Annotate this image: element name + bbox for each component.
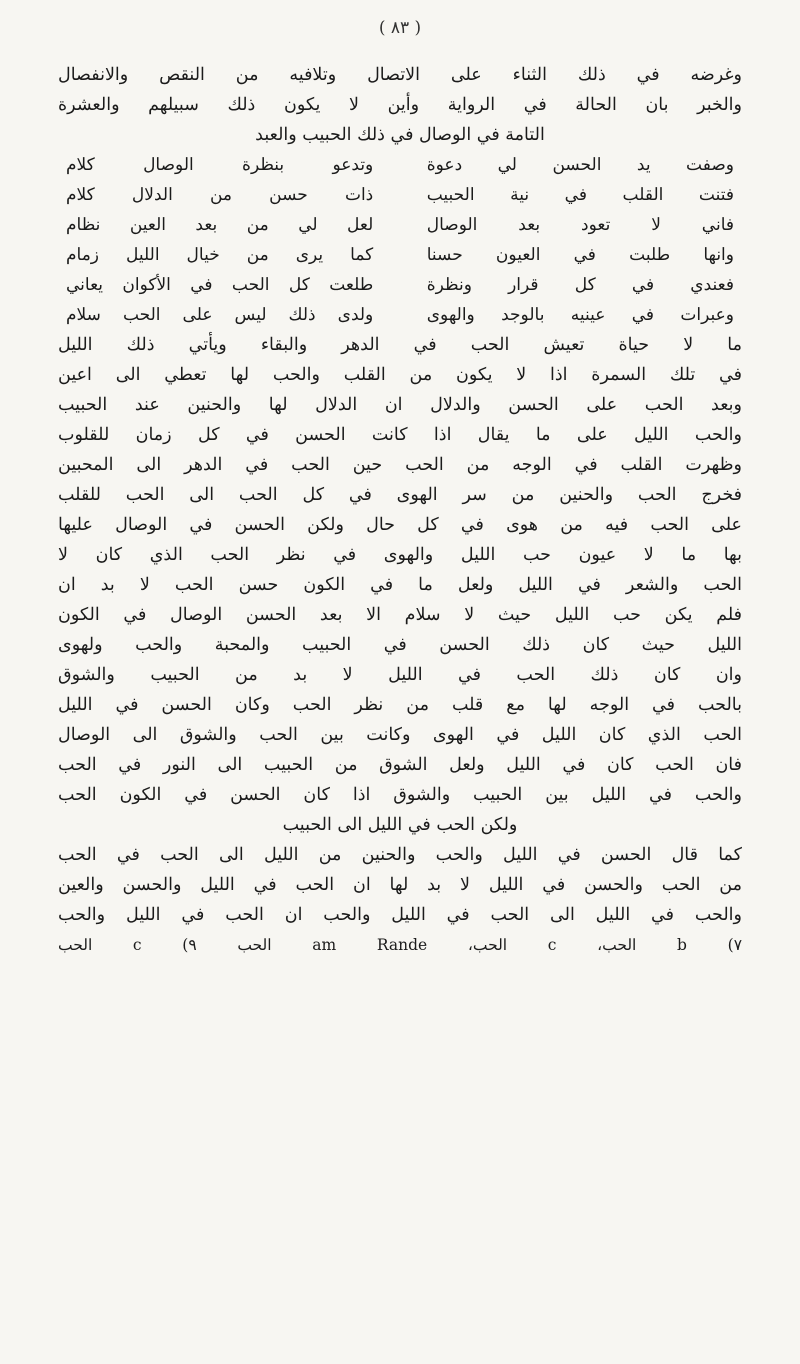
- verse-hemistich-right: فعندي في كل قرار ونظرة: [426, 275, 734, 295]
- body-line: على الحب فيه من هوى في كل حال ولكن الحسن في الوصال عليها: [58, 515, 742, 535]
- verse-row: [58, 210, 742, 240]
- verse-hemistich-left: لعل لي من بعد العين نظام: [66, 215, 374, 235]
- verse-row: [58, 180, 742, 210]
- paragraph-line: الحب الذي كان الليل في الهوى وكانت بين الحب والشوق الى الوصال: [58, 725, 742, 745]
- verse-hemistich-right: وعبرات في عينيه بالوجد والهوى: [426, 305, 734, 325]
- verse-hemistich-right: وصفت يد الحسن لي دعوة: [426, 155, 734, 175]
- verse-hemistich-right: فاني لا تعود بعد الوصال: [426, 215, 734, 235]
- paragraph-line: كما قال الحسن في الليل والحب والحنين من الليل الى الحب في الحب: [58, 845, 742, 865]
- body-line: والحب الليل على ما يقال اذا كانت الحسن في كل زمان للقلوب: [58, 425, 742, 445]
- paragraph-line: ولكن الحب في الليل الى الحبيب: [282, 815, 518, 835]
- intro-line: وغرضه في ذلك الثناء على الاتصال وتلافيه من النقص والانفصال: [58, 65, 742, 85]
- body-line: في تلك السمرة اذا لا يكون من القلب والحب لها تعطي الى اعين: [58, 365, 742, 385]
- body-line: فلم يكن حب الليل حيث لا سلام الا بعد الحسن الوصال في الكون: [58, 605, 742, 625]
- page-number: ( ٨٣ ): [378, 18, 422, 38]
- footnote: [58, 932, 742, 958]
- main-text: [58, 60, 742, 930]
- verse-hemistich-left: طلعت كل الحب في الأكوان يعاني: [66, 275, 374, 295]
- paragraph-line: بالحب في الوجه لها مع قلب من نظر الحب وكان الحسن في الليل: [58, 695, 742, 715]
- body-line: بها ما لا عيون حب الليل والهوى في نظر الحب الذي كان لا: [58, 545, 742, 565]
- verse-row: [58, 270, 742, 300]
- paragraph-line: من الحب والحسن في الليل لا بد لها ان الحب في الليل والحسن والعين: [58, 875, 742, 895]
- verse-hemistich-right: وانها طلبت في العيون حسنا: [426, 245, 734, 265]
- body-line: الحب والشعر في الليل ولعل ما في الكون حسن الحب لا بد ان: [58, 575, 742, 595]
- body-line: ما لا حياة تعيش الحب في الدهر والبقاء ويأتي ذلك الليل: [58, 335, 742, 355]
- verse-row: [58, 300, 742, 330]
- footnote-text: ٧) b الحب، c الحب، am Rande الحب ٩) c الحب: [58, 936, 742, 954]
- intro-line: والخبر بان الحالة في الرواية وأين لا يكون ذلك سبيلهم والعشرة: [58, 95, 742, 115]
- verse-row: [58, 150, 742, 180]
- verse-hemistich-left: ولدى ذلك ليس على الحب سلام: [66, 305, 374, 325]
- verse-hemistich-left: كما يرى من خيال الليل زمام: [66, 245, 374, 265]
- paragraph-line: والحب في الليل الى الحب في الليل والحب ان الحب في الليل والحب: [58, 905, 742, 925]
- verse-hemistich-right: فتنت القلب في نية الحبيب: [426, 185, 734, 205]
- verse-row: [58, 240, 742, 270]
- body-line: وبعد الحب على الحسن والدلال ان الدلال لها والحنين عند الحبيب: [58, 395, 742, 415]
- paragraph-line: والحب في الليل بين الحبيب والشوق اذا كان الحسن في الكون الحب: [58, 785, 742, 805]
- intro-line: التامة في الوصال في ذلك الحبيب والعبد: [255, 125, 545, 145]
- body-line: الليل حيث كان ذلك الحسن في الحبيب والمحبة والحب ولهوى: [58, 635, 742, 655]
- body-line: فخرج الحب والحنين من سر الهوى في كل الحب الى الحب للقلب: [58, 485, 742, 505]
- paragraph-line: فان الحب كان في الليل ولعل الشوق من الحبيب الى النور في الحب: [58, 755, 742, 775]
- verse-hemistich-left: ذات حسن من الدلال كلام: [66, 185, 374, 205]
- body-line: وان كان ذلك الحب في الليل لا بد من الحبيب والشوق: [58, 665, 742, 685]
- verse-hemistich-left: وتدعو بنظرة الوصال كلام: [66, 155, 374, 175]
- body-line: وظهرت القلب في الوجه من الحب حين الحب في الدهر الى المحبين: [58, 455, 742, 475]
